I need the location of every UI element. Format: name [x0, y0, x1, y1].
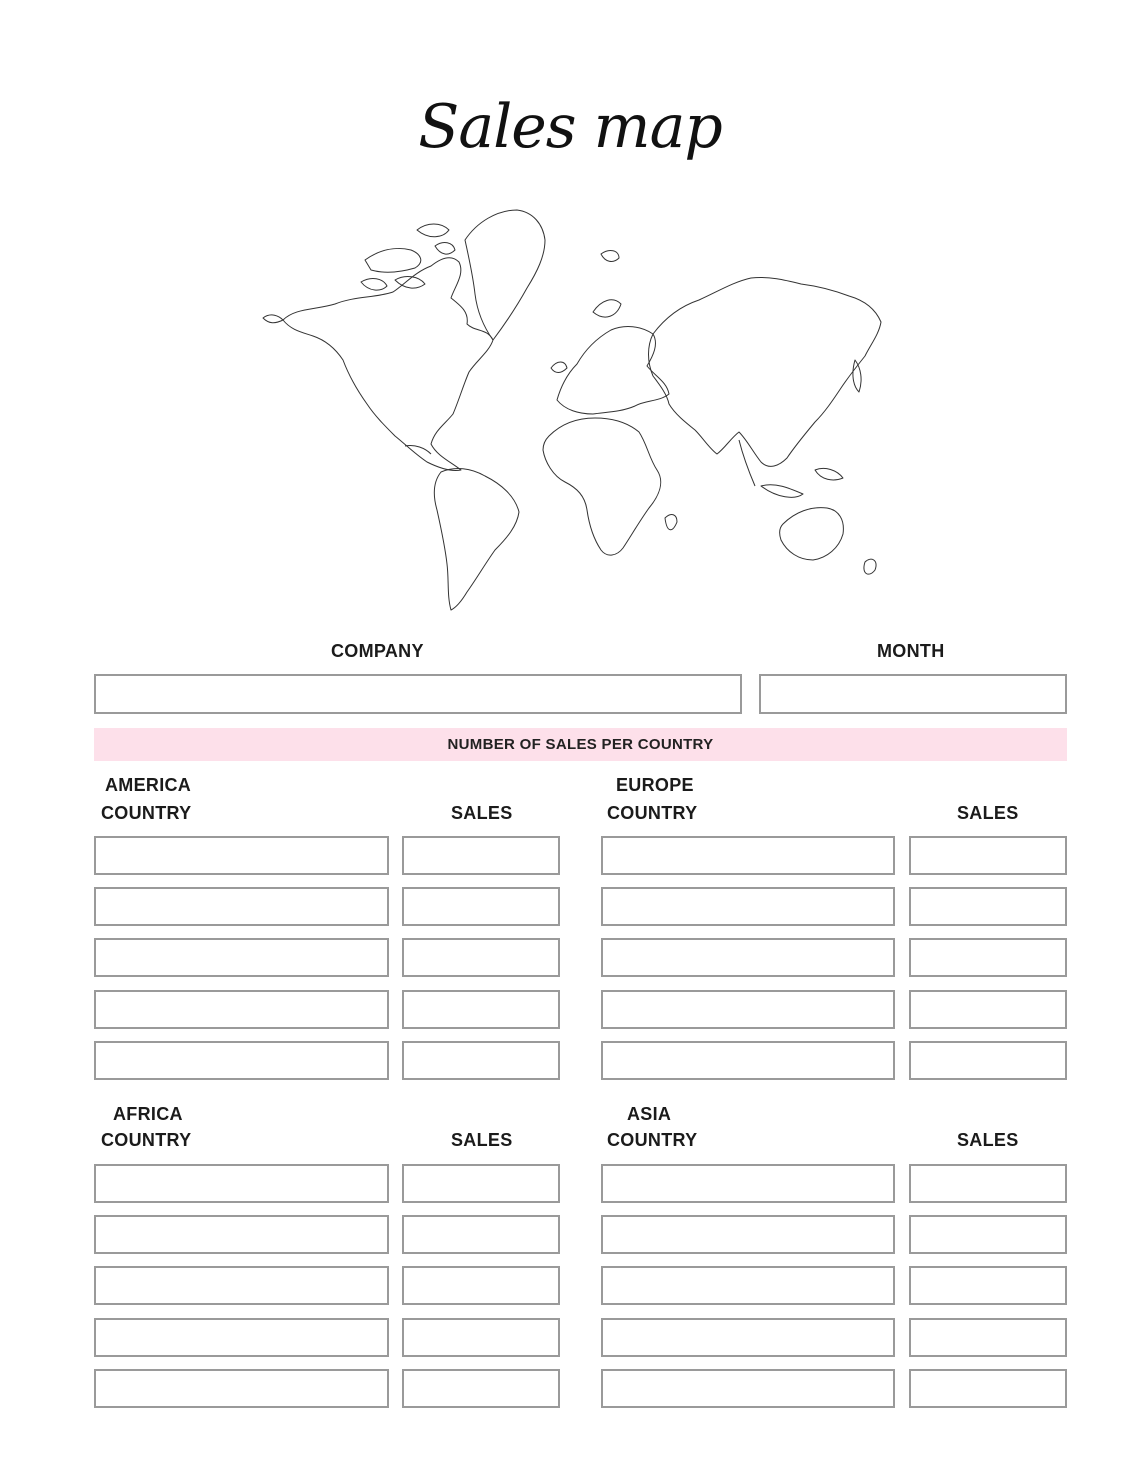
sales-label: SALES	[451, 803, 513, 823]
country-field[interactable]	[601, 1041, 895, 1080]
sales-field[interactable]	[402, 1164, 560, 1203]
sales-field[interactable]	[909, 938, 1067, 977]
sales-field[interactable]	[909, 1266, 1067, 1305]
sales-label: SALES	[451, 1130, 513, 1150]
country-field[interactable]	[94, 1369, 389, 1408]
region-name-europe: EUROPE	[616, 775, 694, 795]
sales-field[interactable]	[909, 1041, 1067, 1080]
sales-field[interactable]	[402, 836, 560, 875]
sales-field[interactable]	[402, 1369, 560, 1408]
sales-field[interactable]	[909, 1318, 1067, 1357]
world-map	[255, 200, 887, 612]
sales-field[interactable]	[402, 1318, 560, 1357]
month-label: MONTH	[877, 641, 945, 661]
country-field[interactable]	[601, 1164, 895, 1203]
greenland-outline	[465, 210, 545, 340]
sales-label: SALES	[957, 803, 1019, 823]
region-name-asia: ASIA	[627, 1104, 672, 1124]
sales-field[interactable]	[909, 1215, 1067, 1254]
country-field[interactable]	[94, 938, 389, 977]
country-field[interactable]	[94, 887, 389, 926]
australia-outline	[780, 508, 844, 560]
country-field[interactable]	[601, 1369, 895, 1408]
europe-outline	[557, 327, 669, 414]
country-field[interactable]	[94, 836, 389, 875]
country-field[interactable]	[94, 1164, 389, 1203]
country-field[interactable]	[601, 1266, 895, 1305]
country-label: COUNTRY	[607, 803, 698, 823]
company-label: COMPANY	[331, 641, 424, 661]
region-name-america: AMERICA	[105, 775, 192, 795]
country-field[interactable]	[601, 1215, 895, 1254]
sales-field[interactable]	[402, 1215, 560, 1254]
country-field[interactable]	[94, 1215, 389, 1254]
asia-outline	[649, 277, 882, 466]
country-field[interactable]	[601, 990, 895, 1029]
sales-field[interactable]	[909, 1369, 1067, 1408]
sales-field[interactable]	[909, 836, 1067, 875]
sales-field[interactable]	[402, 1041, 560, 1080]
country-field[interactable]	[94, 1266, 389, 1305]
sales-field[interactable]	[909, 1164, 1067, 1203]
country-field[interactable]	[601, 1318, 895, 1357]
country-label: COUNTRY	[607, 1130, 698, 1150]
country-field[interactable]	[601, 938, 895, 977]
page-title: Sales map	[418, 92, 722, 162]
country-field[interactable]	[601, 887, 895, 926]
country-field[interactable]	[94, 1318, 389, 1357]
africa-outline	[543, 418, 661, 555]
sales-field[interactable]	[909, 887, 1067, 926]
country-label: COUNTRY	[101, 803, 192, 823]
company-field[interactable]	[94, 674, 742, 714]
region-name-africa: AFRICA	[113, 1104, 183, 1124]
country-field[interactable]	[94, 990, 389, 1029]
sales-field[interactable]	[909, 990, 1067, 1029]
north-america-outline	[283, 258, 493, 471]
south-america-outline	[434, 469, 519, 610]
month-field[interactable]	[759, 674, 1067, 714]
sales-field[interactable]	[402, 887, 560, 926]
sales-field[interactable]	[402, 990, 560, 1029]
country-field[interactable]	[601, 836, 895, 875]
country-label: COUNTRY	[101, 1130, 192, 1150]
sales-per-country-banner: NUMBER OF SALES PER COUNTRY	[94, 728, 1067, 761]
sales-field[interactable]	[402, 1266, 560, 1305]
sales-label: SALES	[957, 1130, 1019, 1150]
country-field[interactable]	[94, 1041, 389, 1080]
sales-field[interactable]	[402, 938, 560, 977]
